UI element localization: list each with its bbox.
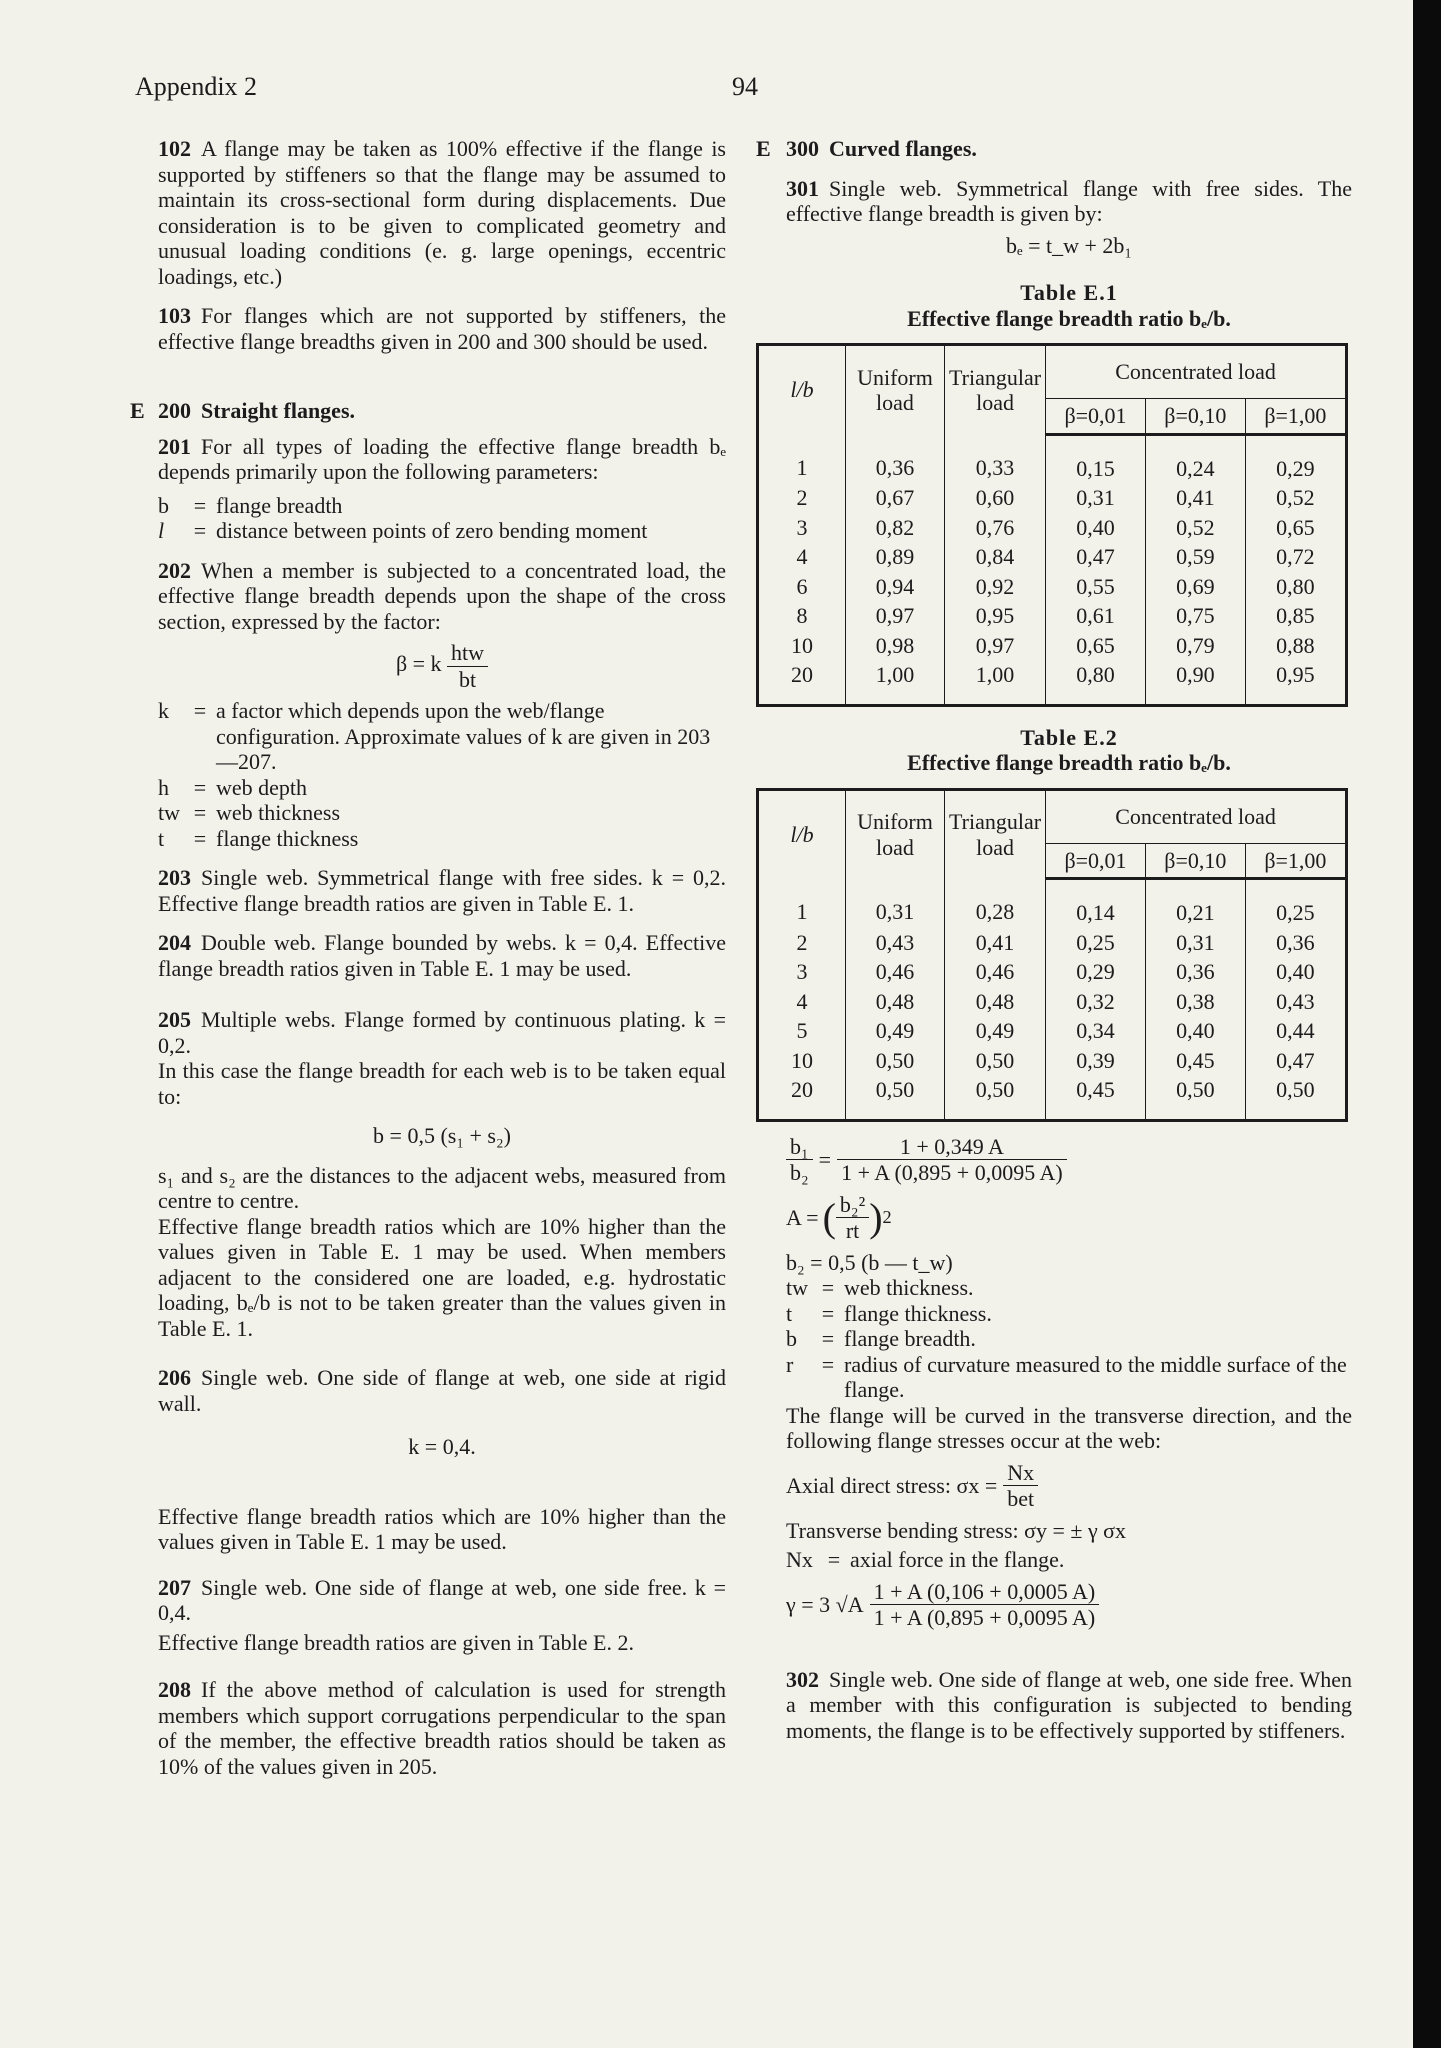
table-row: 20 0,50 0,50 0,45 0,50 0,50 (758, 1075, 1347, 1120)
paragraph-208: 208 If the above method of calculation is used for strength members which support corrugations perpendicular to the span of the member, the effective breadth ratios should be taken as 10% of the values given in 205. (158, 1677, 726, 1779)
table-row: 10 0,98 0,97 0,65 0,79 0,88 (758, 631, 1347, 661)
paragraph-205-ratio: Effective flange breadth ratios which are 10% higher than the values given in Table E. 1 may be used. When members adjacent to the considered one are loaded, e.g. hydrostatic loading, bₑ/b is not to be taken greater than the values given in Table E. 1. (158, 1213, 726, 1341)
table-row: 2 0,43 0,41 0,25 0,31 0,36 (758, 928, 1347, 958)
beta-formula: β = k $\frac{\text{htw}}{bt}$ (158, 640, 726, 692)
table-row: 2 0,67 0,60 0,31 0,41 0,52 (758, 483, 1347, 513)
axial-stress-equation: Axial direct stress: σx = $\frac{Nx}{\text{bet}}$ (786, 1460, 1352, 1512)
definition-item: k = a factor which depends upon the web/flange configuration. Approximate values of k are given in 203—207. (158, 698, 711, 774)
table-header-triangular: Triangular load (945, 345, 1046, 435)
definition-item: b = flange breadth (158, 492, 343, 518)
table-e2-title: Table E.2 (1020, 724, 1118, 750)
definitions-201 (158, 493, 726, 544)
table-e2-subtitle: Effective flange breadth ratio bₑ/b. (907, 750, 1231, 775)
table-header-beta-010: β=0,10 (1145, 399, 1245, 435)
table-header-beta-100: β=1,00 (1245, 843, 1346, 879)
definition-item: b = flange breadth. (786, 1326, 976, 1351)
table-row: 1 0,36 0,33 0,15 0,24 0,29 (758, 434, 1347, 483)
table-header-uniform: Uniform load (846, 789, 945, 879)
paragraph-207: 207 Single web. One side of flange at web, one side free. k = 0,4. (158, 1574, 726, 1625)
paragraph-206-body: Effective flange breadth ratios which are 10% higher than the values given in Table E. 1 may be used. (158, 1503, 726, 1554)
scan-border (1413, 0, 1441, 2048)
table-e1-title: Table E.1 (1020, 280, 1118, 305)
paragraph-206: 206 Single web. One side of flange at web, one side at rigid wall. (158, 1365, 726, 1416)
table-row: 3 0,82 0,76 0,40 0,52 0,65 (758, 513, 1347, 543)
paragraph-205-body: In this case the flange breadth for each web is to be taken equal to: (158, 1058, 726, 1109)
transverse-stress-equation: Transverse bending stress: σy = ± γ σx (786, 1517, 1127, 1543)
table-header-beta-010: β=0,10 (1145, 843, 1245, 879)
b2-equation: b₂ = 0,5 (b — t_w) (786, 1249, 953, 1275)
table-row: 4 0,89 0,84 0,47 0,59 0,72 (758, 542, 1347, 572)
table-header-lb: l/b (790, 821, 814, 847)
table-row: 6 0,94 0,92 0,55 0,69 0,80 (758, 572, 1347, 602)
table-row: 4 0,48 0,48 0,32 0,38 0,43 (758, 987, 1347, 1017)
table-header-concentrated: Concentrated load (1046, 789, 1347, 843)
a-equation: A = ( $\frac{\text{b₂²}}{rt}$ ) 2 (786, 1191, 892, 1243)
paragraph-207-body: Effective flange breadth ratios are given in Table E. 2. (158, 1629, 634, 1655)
paragraph-103: 103 For flanges which are not supported by stiffeners, the effective flange breadths given in 200 and 300 should be used. (158, 303, 726, 354)
table-e1 (756, 343, 1348, 707)
paragraph-205-s: s₁ and s₂ are the distances to the adjacent webs, measured from centre to centre. (158, 1162, 726, 1213)
equation-206: k = 0,4. (408, 1434, 476, 1459)
table-header-concentrated: Concentrated load (1046, 345, 1347, 399)
paragraph-curved-stresses: The flange will be curved in the transverse direction, and the following flange stresses occur at the web: (786, 1402, 1352, 1453)
paragraph-202: 202 When a member is subjected to a concentrated load, the effective flange breadth depends upon the shape of the cross section, expressed by the factor: (158, 557, 726, 634)
table-row: 1 0,31 0,28 0,14 0,21 0,25 (758, 879, 1347, 928)
section-heading-200: E 200 Straight flanges. (130, 398, 355, 423)
table-header-beta-001: β=0,01 (1046, 843, 1146, 879)
section-heading-300: E 300 Curved flanges. (756, 136, 977, 161)
definition-item: tw = web thickness (158, 800, 341, 825)
ratio-equation: $\frac{\text{b₁}}{\text{b₂}}$ = $\frac{1 + 0,349 A}{1 + A (0,895 + 0,0095 A)}$ (786, 1134, 1352, 1186)
table-row: 8 0,97 0,95 0,61 0,75 0,85 (758, 601, 1347, 631)
definition-item: l = distance between points of zero bending moment (158, 518, 648, 543)
paragraph-203: 203 Single web. Symmetrical flange with free sides. k = 0,2. Effective flange breadth ratios are given in Table E. 1. (158, 865, 726, 916)
paragraph-204: 204 Double web. Flange bounded by webs. k = 0,4. Effective flange breadth ratios given in Table E. 1 may be used. (158, 930, 726, 981)
paragraph-302: 302 Single web. One side of flange at web, one side free. When a member with this configuration is subjected to bending moments, the flange is to be effectively supported by stiffeners. (786, 1666, 1352, 1743)
running-header: Appendix 2 (135, 72, 258, 101)
table-header-uniform: Uniform load (846, 345, 945, 435)
table-e1-subtitle: Effective flange breadth ratio bₑ/b. (907, 305, 1231, 331)
definition-item: Nx = axial force in the flange. (786, 1547, 1065, 1572)
table-row: 5 0,49 0,49 0,34 0,40 0,44 (758, 1016, 1347, 1046)
paragraph-301: 301 Single web. Symmetrical flange with free sides. The effective flange breadth is given by: (786, 175, 1352, 226)
definition-item: r = radius of curvature measured to the middle surface of the flange. (786, 1351, 1347, 1402)
definition-item: h = web depth (158, 774, 308, 800)
table-header-lb: l/b (790, 377, 814, 403)
definition-item: tw = web thickness. (786, 1275, 974, 1300)
page-number: 94 (732, 72, 758, 101)
right-column (756, 136, 1352, 1757)
definition-item: t = flange thickness (158, 825, 359, 851)
equation-301: bₑ = t_w + 2b₁ (1005, 232, 1133, 258)
definition-item: t = flange thickness. (786, 1300, 992, 1326)
table-header-triangular: Triangular load (945, 789, 1046, 879)
gamma-equation: γ = 3 √A $\frac{1 + A (0,106 + 0,0005 A)}{1 + A (0,895 + 0,0095 A)}$ (786, 1579, 1352, 1631)
paragraph-201: 201 For all types of loading the effective flange breadth bₑ depends primarily upon the following parameters: (158, 433, 726, 484)
definitions-202 (158, 698, 726, 851)
table-row: 20 1,00 1,00 0,80 0,90 0,95 (758, 660, 1347, 705)
paragraph-102: 102 A flange may be taken as 100% effective if the flange is supported by stiffeners so that the flange may be assumed to maintain its cross-sectional form during displacements. Due consideration is to be given to complicated geometry and unusual loading conditions (e. g. large openings, eccentric loadings, etc.) (158, 136, 726, 289)
table-row: 10 0,50 0,50 0,39 0,45 0,47 (758, 1046, 1347, 1076)
definitions-301 (786, 1275, 1352, 1403)
paragraph-205: 205 Multiple webs. Flange formed by continuous plating. k = 0,2. (158, 1007, 726, 1058)
table-e2 (756, 788, 1348, 1122)
table-row: 3 0,46 0,46 0,29 0,36 0,40 (758, 957, 1347, 987)
equation-205: b = 0,5 (s₁ + s₂) (373, 1123, 511, 1148)
left-column (130, 136, 726, 1793)
table-header-beta-001: β=0,01 (1046, 399, 1146, 435)
table-header-beta-100: β=1,00 (1245, 399, 1346, 435)
